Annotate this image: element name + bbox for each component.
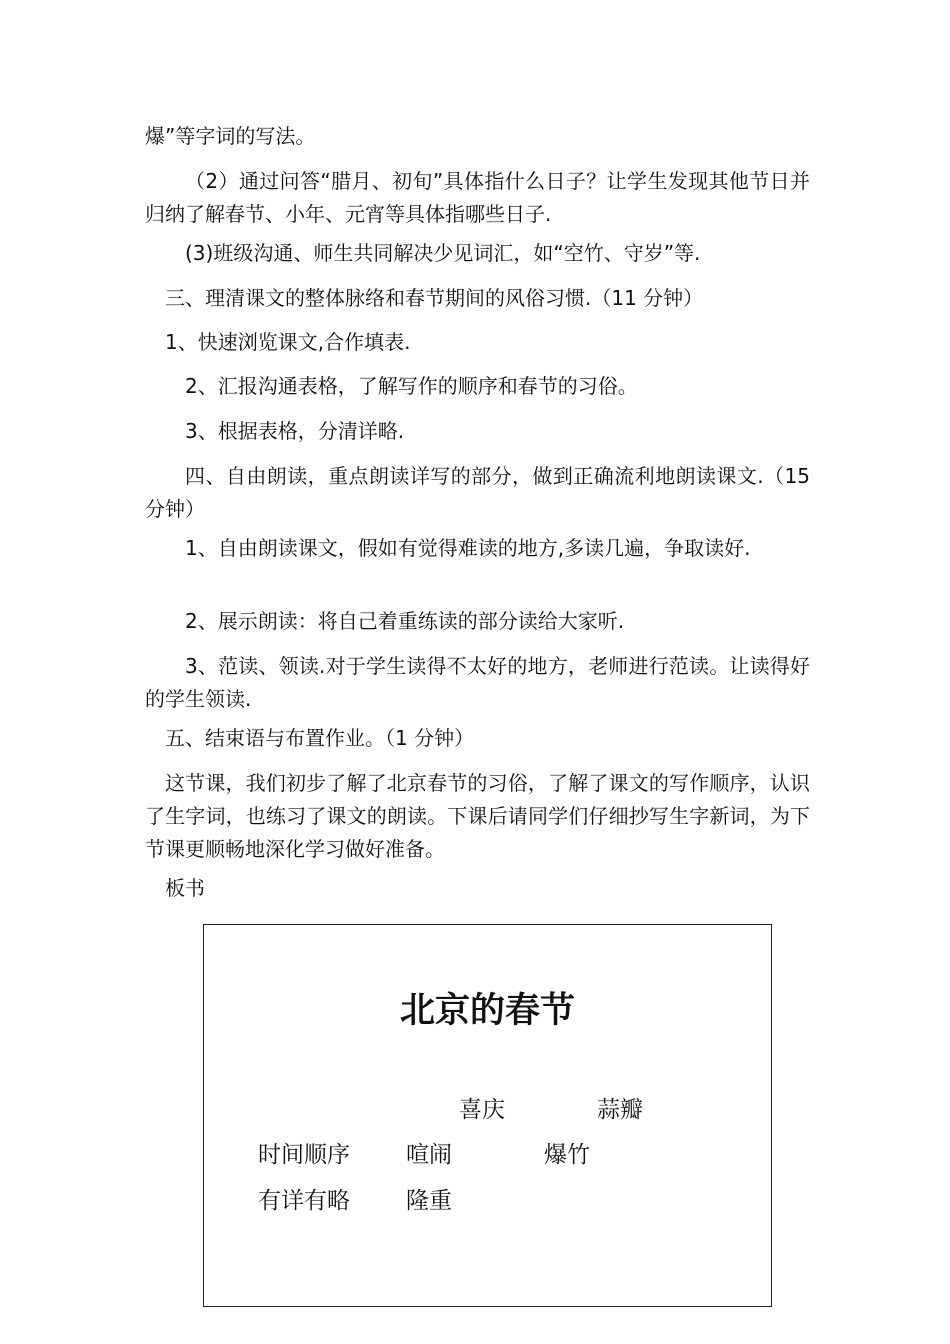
paragraph-step-3: (3)班级沟通、师生共同解决少见词汇，如“空竹、守岁”等. [185, 241, 701, 265]
section-three-item-3: 3、根据表格，分清详略. [185, 419, 405, 443]
board-word-xiqing: 喜庆 [459, 1097, 505, 1123]
section-three-item-1: 1、快速浏览课文,合作填表. [165, 330, 411, 354]
section-four-item-3: 3、范读、领读.对于学生读得不太好的地方，老师进行范读。让读得好的学生领读. [145, 654, 810, 711]
paragraph-step-2: （2）通过问答“腊月、初旬”具体指什么日子？让学生发现其他节日并归纳了解春节、小年、元宵等具体指哪些日子. [145, 169, 810, 226]
section-four-item-1: 1、自由朗读课文，假如有觉得难读的地方,多读几遍，争取读好. [185, 536, 751, 560]
closing-paragraph: 这节课，我们初步了解了北京春节的习俗，了解了课文的写作顺序，认识了生字词，也练习了课文的朗读。下课后请同学们仔细抄写生字新词，为下节课更顺畅地深化学习做好准备。 [145, 771, 810, 861]
board-title: 北京的春节 [399, 991, 575, 1031]
board-word-suanban: 蒜瓣 [597, 1097, 643, 1123]
blackboard-box [203, 924, 772, 1307]
paragraph-hanzi-writing: 爆”等字词的写法。 [145, 124, 316, 148]
board-word-detail-brief: 有详有略 [258, 1188, 350, 1214]
section-three-heading: 三、理清课文的整体脉络和春节期间的风俗习惯.（11 分钟） [165, 286, 704, 310]
board-word-baozhu: 爆竹 [544, 1142, 590, 1168]
board-word-time-order: 时间顺序 [258, 1142, 350, 1168]
section-five-heading: 五、结束语与布置作业。（1 分钟） [165, 726, 475, 750]
board-word-xuannao: 喧闹 [406, 1142, 452, 1168]
section-four-heading: 四、自由朗读，重点朗读详写的部分，做到正确流利地朗读课文.（15 分钟） [145, 464, 810, 521]
blackboard-label: 板书 [165, 876, 205, 900]
section-four-item-2: 2、展示朗读：将自己着重练读的部分读给大家听. [185, 609, 625, 633]
board-word-longzhong: 隆重 [406, 1188, 452, 1214]
section-three-item-2: 2、汇报沟通表格，了解写作的顺序和春节的习俗。 [185, 374, 638, 398]
